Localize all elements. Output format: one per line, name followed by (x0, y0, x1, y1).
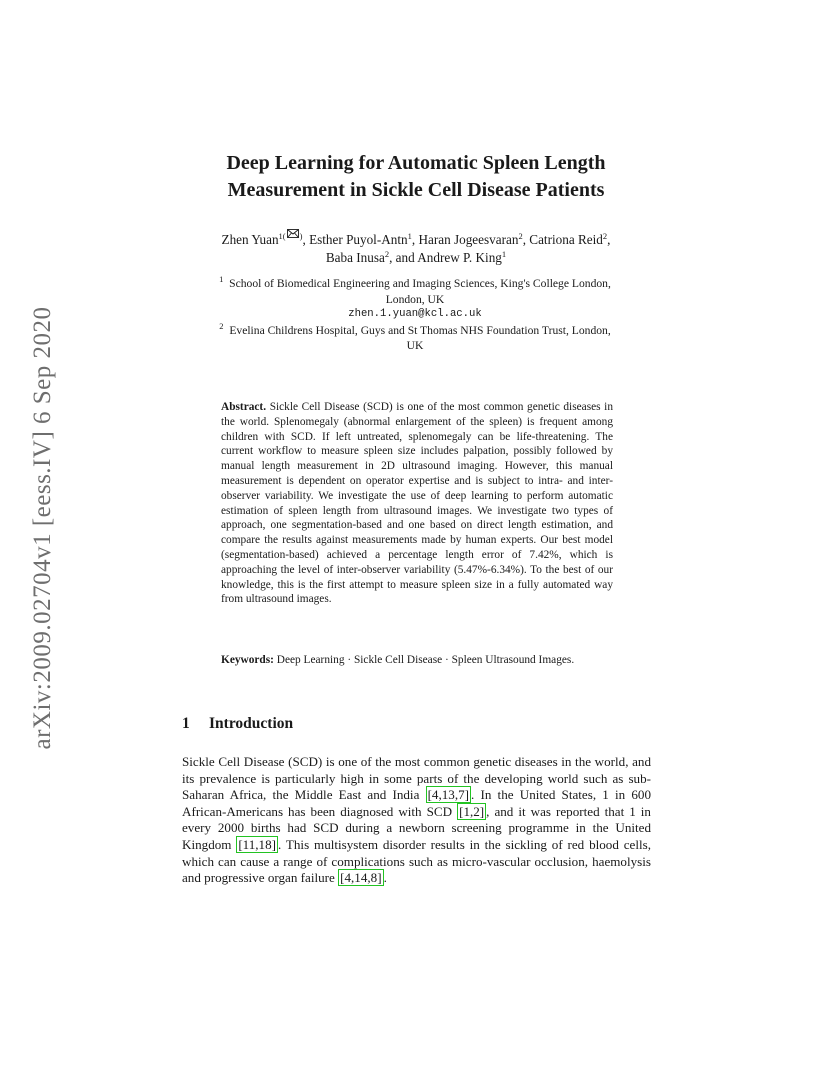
author-list (160, 229, 672, 267)
author-affiliation-mark: 2 (518, 231, 523, 241)
affiliation-1: $^1$ School of Biomedical Engineering and Imaging Sciences, King's College London, (219, 274, 611, 290)
keywords (221, 653, 613, 668)
author-name: , Haran Jogeesvaran (411, 232, 519, 247)
keywords-text: Deep Learning · Sickle Cell Disease · Spleen Ultrasound Images. (276, 654, 575, 666)
abstract-label: Abstract. (221, 401, 267, 413)
section-number: 1 (182, 715, 190, 732)
author-affiliation-mark: 1( ) (278, 231, 303, 241)
paper-title (160, 150, 672, 204)
author-affiliation-mark: 1 (501, 249, 507, 259)
section-title: Introduction (209, 715, 294, 732)
arxiv-identifier-stamp: arXiv:2009.02704v1 [eess.IV] 6 Sep 2020 (29, 306, 56, 750)
author-name: Baba Inusa (325, 250, 385, 265)
author-separator: , (607, 232, 611, 247)
author-name: , Esther Puyol-Antn (302, 232, 408, 247)
abstract (221, 400, 613, 607)
citation-link[interactable]: [11,18] (238, 836, 277, 852)
author-affiliation-mark: 2 (602, 231, 608, 241)
intro-paragraph: Sickle Cell Disease (SCD) is one of the most common genetic diseases in the world, and its prevalence is particularly high in some parts of the developing world such as sub-Saharan Africa, the Middle East and India [4,13,7] . In the United States, 1 in 600 African-Americans has been diagnosed with SCD [1,2] , and it was reported that 1 in every 2000 births had SCD during a newborn screening programme in the United Kingdom [11,18] . This multisystem disorder results in the sickling of red blood cells, which can cause a range of complications such as micro-vascular occlusion, haemolysis and progressive organ failure [4,14,8] . (182, 754, 651, 886)
citation-link[interactable]: [1,2] (459, 803, 485, 819)
citation-link[interactable]: [4,14,8] (340, 870, 382, 886)
envelope-icon (287, 229, 299, 238)
author-affiliation-mark: 2 (384, 249, 390, 259)
citation-link[interactable]: [4,13,7] (427, 787, 470, 803)
abstract-text: Sickle Cell Disease (SCD) is one of the most common genetic diseases in the world. Splenomegaly (abnormal enlargement of the spleen) is frequent among children with SCD. If left untreated, splenomegaly can be life-threatening. The current workflow to measure spleen size includes palpation, possibly followed by manual length measurement in 2D ultrasound imaging. However, this manual measurement is dependent on operator expertise and is subject to intra- and inter-observer variability. We investigate the use of deep learning to perform automatic estimation of spleen length from ultrasound images. We investigate two types of approach, one segmentation-based and one based on direct length estimation, and compare the results against measurements made by human experts. Our best model (segmentation-based) achieved a percentage length error of 7.42%, which is approaching the level of inter-observer variability (5.47%-6.34%). To the best of our knowledge, this is the first attempt to measure spleen size in a fully automated way from ultrasound images. (221, 401, 613, 606)
author-name: Zhen Yuan (221, 232, 279, 247)
keywords-label: Keywords: (221, 654, 274, 666)
affiliation-number: 1 (219, 274, 224, 284)
author-name: , Catriona Reid (522, 232, 603, 247)
author-affiliation-mark: 1 (407, 231, 412, 241)
affiliation-1-continued: London, UK (385, 292, 445, 306)
title-line-1: Deep Learning for Automatic Spleen Length (226, 152, 606, 174)
title-line-2: Measurement in Sickle Cell Disease Patients (227, 179, 605, 201)
affiliation-number: 2 (219, 320, 224, 331)
corresponding-email-link[interactable]: zhen.1.yuan@kcl.ac.uk (348, 308, 482, 320)
author-name: , and Andrew P. King (389, 250, 502, 265)
affiliations (180, 276, 650, 354)
affiliation-2-continued: UK (406, 339, 424, 352)
affiliation-2: $^2$ Evelina Childrens Hospital, Guys and St Thomas NHS Foundation Trust, London, (219, 320, 611, 337)
section-heading (182, 714, 293, 734)
